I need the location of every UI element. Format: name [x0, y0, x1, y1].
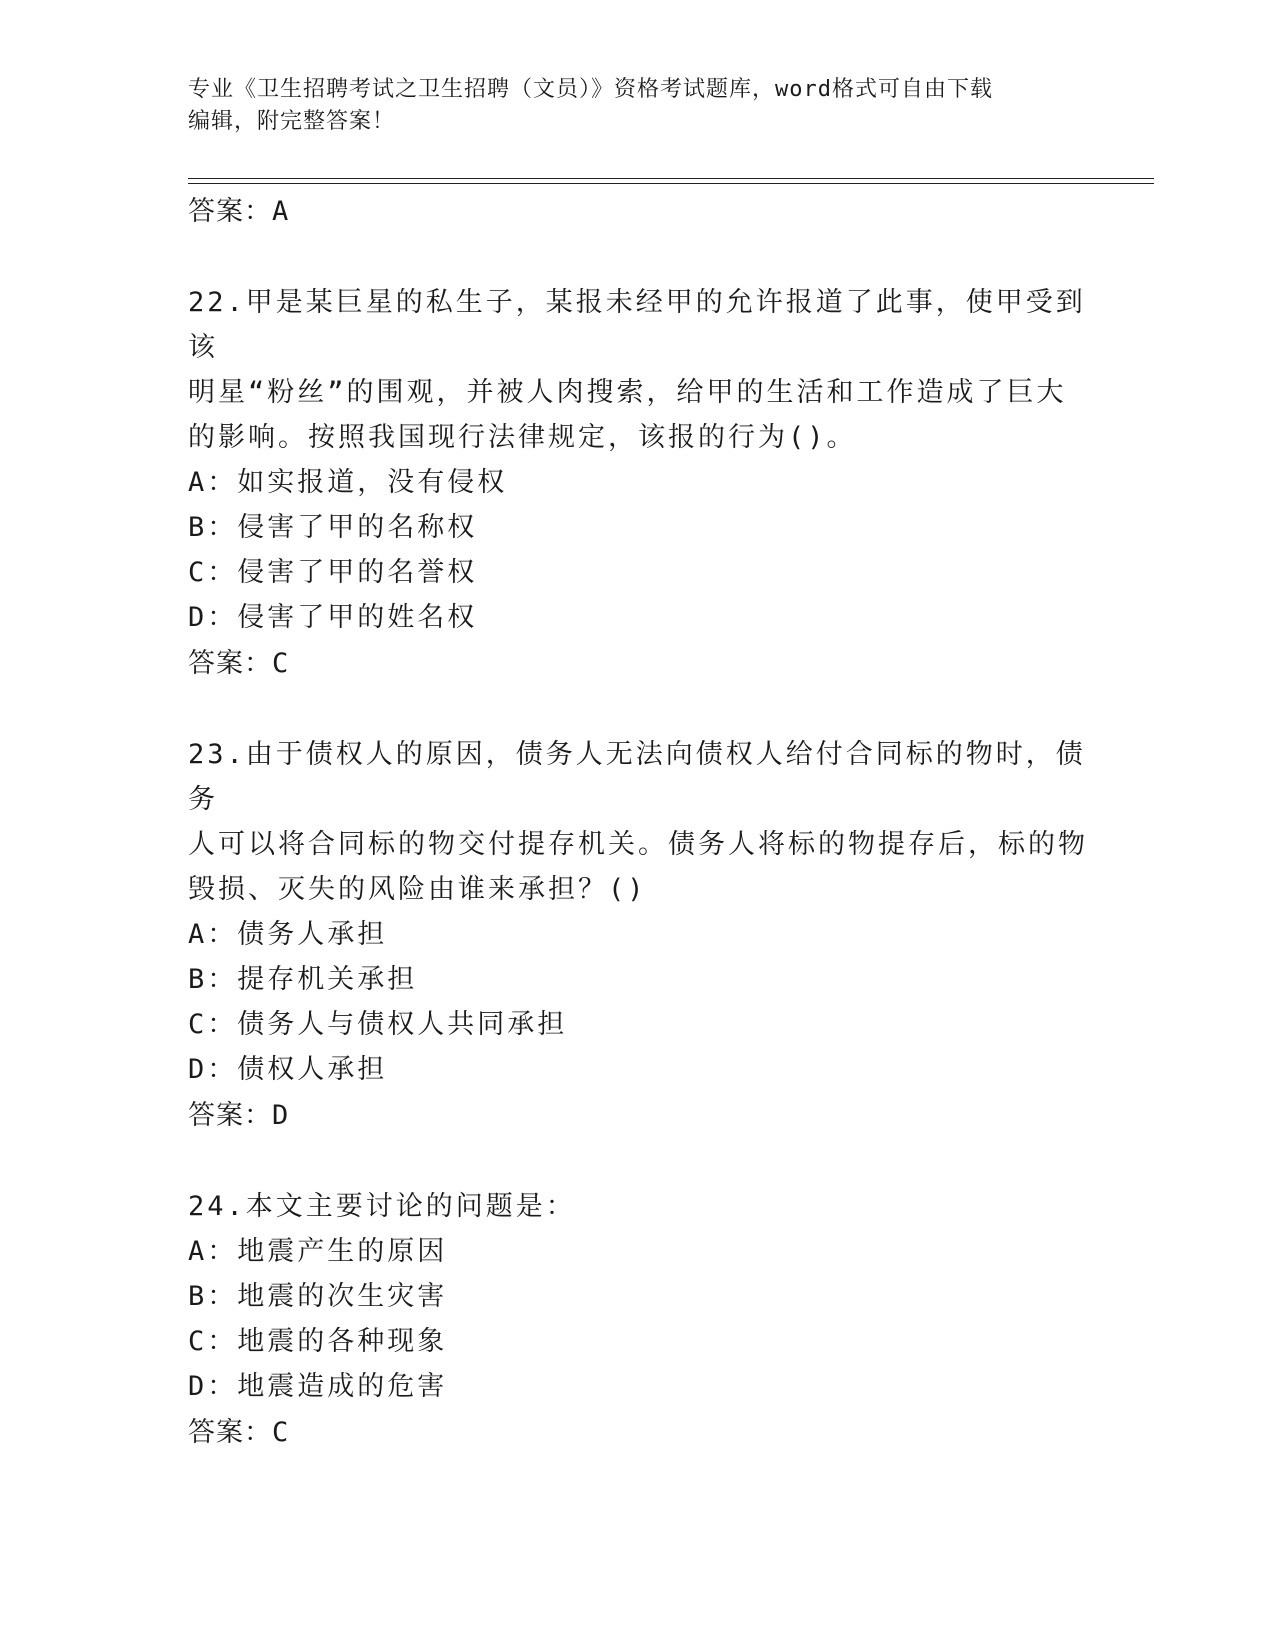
header-line-1: 专业《卫生招聘考试之卫生招聘（文员）》资格考试题库，word格式可自由下载	[188, 77, 993, 102]
header-divider-top	[188, 178, 1154, 179]
option-c: C：债务人与债权人共同承担	[188, 1009, 568, 1040]
stem-line: 23.由于债权人的原因，债务人无法向债权人给付合同标的物时，债务	[188, 739, 1086, 815]
option-d: D：债权人承担	[188, 1054, 388, 1085]
document-body	[188, 188, 1088, 1457]
option-d: D：地震造成的危害	[188, 1371, 448, 1402]
answer-line: 答案：D	[188, 1100, 290, 1131]
stem-line: 22.甲是某巨星的私生子，某报未经甲的允许报道了此事，使甲受到该	[188, 287, 1086, 363]
document-header	[188, 74, 1088, 138]
question-stem	[188, 1184, 1088, 1229]
header-line-2: 编辑，附完整答案！	[188, 109, 396, 134]
stem-line: 人可以将合同标的物交付提存机关。债务人将标的物提存后，标的物	[188, 829, 1088, 860]
option-c: C：侵害了甲的名誉权	[188, 557, 478, 588]
stem-line: 明星“粉丝”的围观，并被人肉搜索，给甲的生活和工作造成了巨大	[188, 377, 1067, 408]
stem-line: 的影响。按照我国现行法律规定，该报的行为()。	[188, 422, 857, 453]
option-a: A：地震产生的原因	[188, 1236, 448, 1267]
option-b: B：提存机关承担	[188, 964, 418, 995]
stem-line: 24.本文主要讨论的问题是：	[188, 1191, 576, 1222]
stem-line: 毁损、灭失的风险由谁来承担？()	[188, 874, 647, 905]
option-d: D：侵害了甲的姓名权	[188, 602, 478, 633]
option-b: B：地震的次生灾害	[188, 1281, 448, 1312]
question-23	[188, 732, 1088, 1140]
answer-line: 答案：C	[188, 1417, 290, 1448]
option-c: C：地震的各种现象	[188, 1326, 448, 1357]
question-22	[188, 280, 1088, 688]
answer-line: 答案：C	[188, 648, 290, 679]
question-stem	[188, 280, 1088, 460]
option-b: B：侵害了甲的名称权	[188, 512, 478, 543]
option-a: A：如实报道，没有侵权	[188, 467, 508, 498]
question-stem	[188, 732, 1088, 912]
question-24	[188, 1184, 1088, 1457]
answer-line: 答案：A	[188, 196, 290, 227]
option-a: A：债务人承担	[188, 919, 388, 950]
header-divider-bottom	[188, 183, 1154, 184]
